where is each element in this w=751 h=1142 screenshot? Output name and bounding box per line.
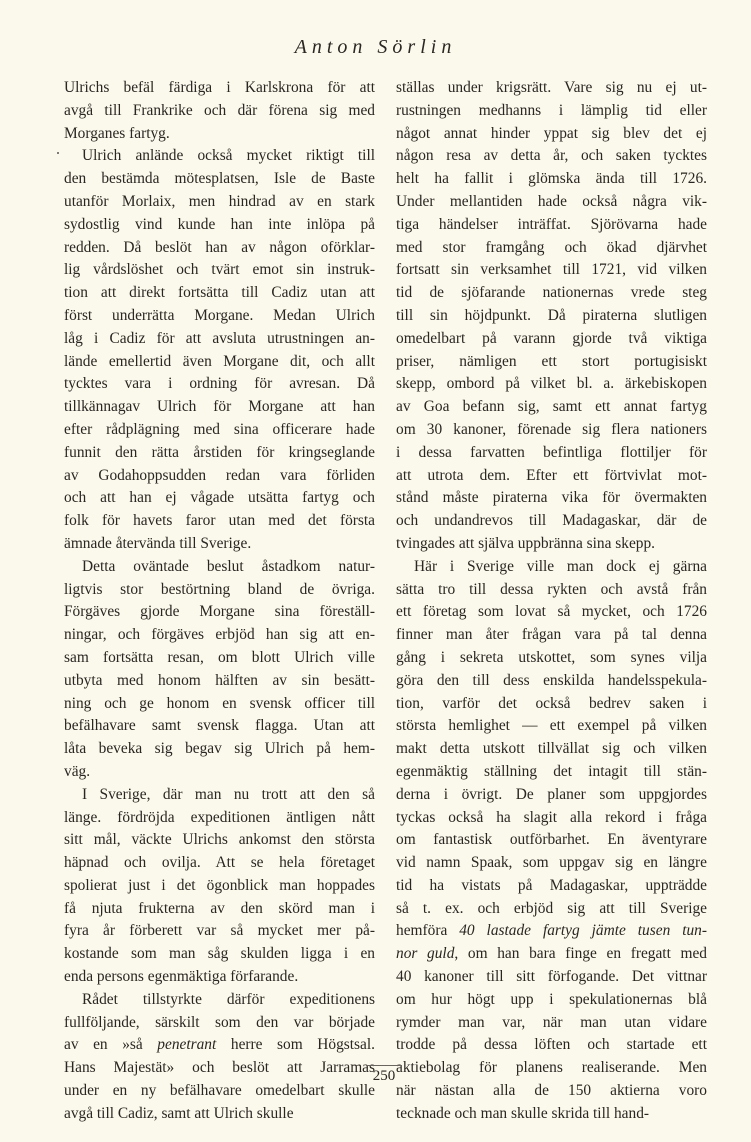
text-line: vid namn Spaak, som uppgav sig en längre [396,854,707,872]
text-line: 40 kanoner till sitt förfogande. Det vittnar [396,968,707,986]
text-line: rustningen medhanns i lämplig tid eller [396,101,707,119]
text-line: helt ha fallit i glömska ända till 1726. [396,170,707,188]
text-line: kostande som man såg skulden ligga i en [64,945,375,963]
text-line: Ulrich anlände också mycket riktigt till [82,147,375,165]
text-line: om 30 kanoner, förenade sig flera nationers [396,420,707,438]
text-line: tiga händelser inträffat. Sjörövarna hade [396,215,707,233]
text-line: ning och ge honom en svensk officer till [64,694,375,712]
text-line: ligtvis stor bestörtning bland de övriga. [64,580,375,598]
text-line: derna i övrigt. De planer som uppgjordes [396,785,707,803]
text-line: ningar, och förgäves erbjöd han sig att en- [64,626,375,644]
text-line: lig vårdslöshet och tvärt emot sin instruk- [64,261,375,279]
text-line: Under mellantiden hade också några vik- [396,192,707,210]
text-line: av en »så penetrant herre som Högstsal. [64,1036,375,1054]
text-line: tillkännagav Ulrich för Morgane att han [64,398,375,416]
paragraph [64,145,375,555]
text-line: ställas under krigsrätt. Vare sig nu ej ut- [396,79,707,96]
italic-text: 40 lastade fartyg jämte tusen tun- [459,922,707,940]
print-speck [57,152,59,154]
text-line: priser, nämligen ett stort portugisiskt [396,352,707,370]
text-line: makt detta utskott tillvällat sig och vilken [396,740,707,758]
text-line: Morganes fartyg. [64,124,170,142]
text-line: rymder man var, när man utan vidare [396,1013,707,1031]
text-line: tion, varför det också bedrev saken i [396,694,707,712]
text-line: om fantastisk outförbarhet. En äventyrare [396,831,707,849]
footer-rule [366,1065,402,1066]
text-line: Hans Majestät» och beslöt att Jarramas [64,1059,375,1077]
text-line: och att han ej vågade utsätta fartyg och [64,489,375,507]
text-line: och undandrevos till Madagaskar, där de [396,512,707,530]
text-line: utbyta med honom hälften av sin besätt- [64,671,375,689]
text-line: så t. ex. och erbjöd sig att till Sverige [396,899,707,917]
text-line: lände emellertid även Morgane dit, och allt [64,352,375,370]
text-line: tyckas också ha slagit alla rekord i fråga [396,808,707,826]
text-line: låta beveka sig begav sig Ulrich på hem- [64,740,375,758]
text-line: låg i Cadiz för att avsluta utrustningen an- [64,329,375,347]
text-line: efter rådplägning med sina officerare hade [64,420,375,438]
text-line: nor guld, om han bara finge en fregatt med [396,945,707,963]
text-line: göra den till dess enskilda handelsspekula- [396,671,707,689]
running-head: Anton Sörlin [294,36,457,58]
text-line: fyra år förberett var så mycket mer på- [64,922,375,940]
text-line: när nästan alla de 150 aktierna voro [396,1082,707,1100]
text-line: den bestämda mötesplatsen, Isle de Baste [64,170,375,188]
text-line: tecknade och man skulle skrida till hand- [396,1104,650,1122]
text-line: sam fortsätta resan, om blott Ulrich ville [64,648,375,666]
text-line: enda persons egenmäktiga förfarande. [64,968,299,986]
text-line: omedelbart på varann gjorde två viktiga [396,329,707,347]
text-line: fortsatt sin verksamhet till 1721, vid vilken [396,261,707,279]
text-line: av Godahoppsudden redan vara förliden [64,466,375,484]
text-line: tvingades att själva uppbränna sina skepp. [396,534,656,552]
text-line: sätta tro till dessa rykten och avstå från [396,580,707,598]
text-line: Rådet tillstyrkte därför expeditionens [82,990,375,1008]
text-line: Förgäves gjorde Morgane sina föreställ- [64,603,375,621]
paragraph [64,556,375,784]
text-line: ämnade återvända till Sverige. [64,534,252,552]
text-line: något annat hinder yppat sig blev det ej [396,124,707,142]
italic-text: nor guld [396,945,455,963]
text-line: aktiebolag för planens realiserande. Men [396,1059,707,1077]
text-line: i dessa farvatten befintliga flottiljer för [396,443,707,461]
text-line: folk för havets faror utan med det första [64,512,375,530]
text-line: av Goa befann sig, samt ett annat fartyg [396,398,707,416]
text-line: tid de sjöfarande nationernas vrede steg [396,284,707,302]
text-line: fullföljande, särskilt som den var började [64,1013,375,1031]
text-line: någon resa av detta år, och saken tycktes [396,147,707,165]
text-line: få njuta frukterna av den skörd man i [64,899,375,917]
page-number: 250 [372,1068,396,1084]
text-line: först underrätta Morgane. Medan Ulrich [64,306,375,324]
text-line: att utrota dem. Efter ett förtvivlat mot- [396,466,707,484]
paragraph [64,77,375,145]
text-line: spolierat just i det ögonblick man hoppades [64,876,375,894]
text-line: Detta oväntade beslut åstadkom natur- [82,557,375,575]
text-line: funnit den rätta årstiden för kringseglande [64,443,375,461]
text-line: med stor framgång och ökad djärvhet [396,238,707,256]
text-line: hemföra 40 lastade fartyg jämte tusen tun- [396,922,707,940]
text-line: tid ha vistats på Madagaskar, uppträdde [396,876,707,894]
text-line: redden. Då beslöt han av någon oförklar- [64,238,375,256]
paragraph [396,556,707,1126]
text-line: befälhavare samt svensk flagga. Utan att [64,717,375,735]
text-line: Här i Sverige ville man dock ej gärna [414,557,707,575]
text-line: sydostlig vind kunde han inte inlöpa på [64,215,375,233]
text-line: ett företag som lovat så mycket, och 1726 [396,603,707,621]
text-line: häpnad och ovilja. Att se hela företaget [64,854,375,872]
text-line: trodde på dessa löften och startade ett [396,1036,707,1054]
text-line: avgå till Cadiz, samt att Ulrich skulle [64,1104,294,1122]
text-line: länge. fördröjda expeditionen äntligen nått [64,808,375,826]
text-line: Ulrichs befäl färdiga i Karlskrona för att [64,79,375,96]
text-line: till sin höjdpunkt. Då piraterna slutligen [396,306,707,324]
paragraph [64,989,375,1126]
right-column [396,77,707,1126]
text-line: om hur högt upp i spekulationernas blå [396,990,707,1008]
text-line: väg. [64,762,91,780]
text-line: största hemlighet — ett exempel på vilken [396,717,707,735]
text-line: sitt mål, väckte Ulrichs ankomst den största [64,831,375,849]
paragraph [396,77,707,556]
text-line: under en ny befälhavare omedelbart skulle [64,1082,375,1100]
text-line: I Sverige, där man nu trott att den så [82,785,375,803]
text-line: skepp, ombord på vilket bl. a. ärkebiskopen [396,375,707,393]
text-line: tycktes vara i ordning för avresan. Då [64,375,375,393]
italic-text: penetrant [157,1036,217,1054]
text-line: gång i sekreta utskottet, som synes vilja [396,648,707,666]
text-line: stånd måste piraterna vika för övermakten [396,489,707,507]
text-line: avgå till Frankrike och där förena sig med [64,101,375,119]
text-line: utanför Morlaix, men hindrad av en stark [64,192,375,210]
text-line: finner man åter frågan vara på tal denna [396,626,707,644]
text-line: egenmäktig ställning det intagit till stän- [396,762,707,780]
paragraph [64,784,375,989]
left-column [64,77,375,1126]
text-line: tion att direkt fortsätta till Cadiz utan att [64,284,375,302]
